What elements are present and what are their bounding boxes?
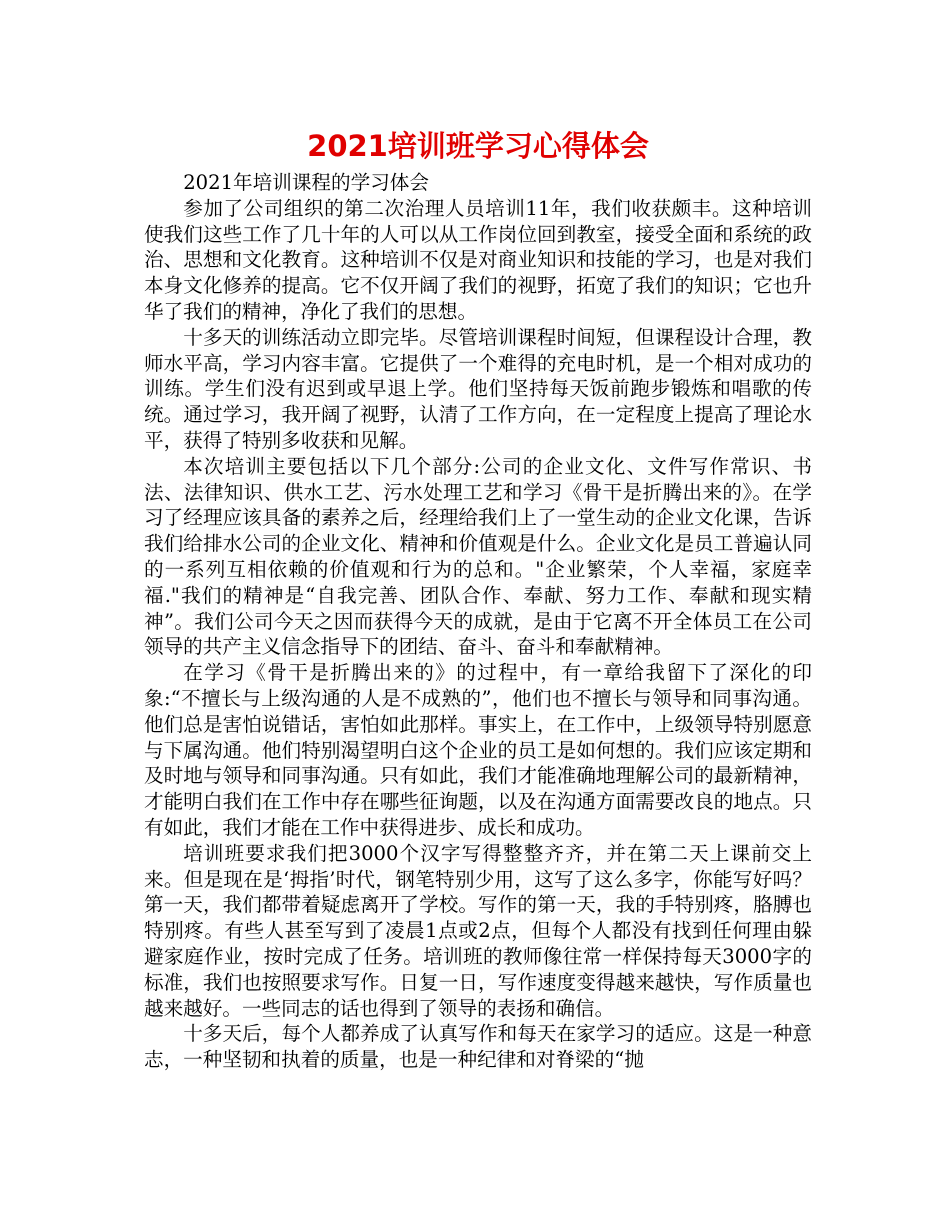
document-page xyxy=(144,126,812,1073)
document-title: 2021培训班学习心得体会 xyxy=(307,129,649,163)
body-paragraph-3: 本次培训主要包括以下几个部分:公司的企业文化、文件写作常识、书法、法律知识、供水工艺、污水处理工艺和学习《骨干是折腾出来的》。在学习了经理应该具备的素养之后，经理给我们上了一堂生动的企业文化课，告诉我们给排水公司的企业文化、精神和价值观是什么。企业文化是员工普遍认同的一系列互相依赖的价值观和行为的总和。"企业繁荣，个人幸福，家庭幸福."我们的精神是“自我完善、团队合作、奉献、努力工作、奉献和现实精神”。我们公司今天之因而获得今天的成就，是由于它离不开全体员工在公司领导的共产主义信念指导下的团结、奋斗、奋斗和奉献精神。 xyxy=(144,454,812,659)
body-paragraph-6: 十多天后，每个人都养成了认真写作和每天在家学习的适应。这是一种意志，一种坚韧和执着的质量，也是一种纪律和对脊梁的“抛 xyxy=(144,1022,812,1072)
body-paragraph-4: 在学习《骨干是折腾出来的》的过程中，有一章给我留下了深化的印象:“不擅长与上级沟通的人是不成熟的”，他们也不擅长与领导和同事沟通。他们总是害怕说错话，害怕如此那样。事实上，在工作中，上级领导特别愿意与下属沟通。他们特别渴望明白这个企业的员工是如何想的。我们应该定期和及时地与领导和同事沟通。只有如此，我们才能准确地理解公司的最新精神，才能明白我们在工作中存在哪些征询题，以及在沟通方面需要改良的地点。只有如此，我们才能在工作中获得进步、成长和成功。 xyxy=(144,661,812,839)
body-paragraph-1: 参加了公司组织的第二次治理人员培训11年，我们收获颇丰。这种培训使我们这些工作了几十年的人可以从工作岗位回到教室，接受全面和系统的政治、思想和文化教育。这种培训不仅是对商业知识和技能的学习，也是对我们本身文化修养的提高。它不仅开阔了我们的视野，拓宽了我们的知识；它也升华了我们的精神，净化了我们的思想。 xyxy=(144,196,812,323)
body-paragraph-2: 十多天的训练活动立即完毕。尽管培训课程时间短，但课程设计合理，教师水平高，学习内容丰富。它提供了一个难得的充电时机，是一个相对成功的训练。学生们没有迟到或早退上学。他们坚持每天饭前跑步锻炼和唱歌的传统。通过学习，我开阔了视野，认清了工作方向，在一定程度上提高了理论水平，获得了特别多收获和见解。 xyxy=(144,325,812,452)
subtitle-paragraph: 2021年培训课程的学习体会 xyxy=(183,171,429,194)
body-paragraph-5: 培训班要求我们把3000个汉字写得整整齐齐，并在第二天上课前交上来。但是现在是‘拇指’时代，钢笔特别少用，这写了这么多字，你能写好吗？第一天，我们都带着疑虑离开了学校。写作的第一天，我的手特别疼，胳膊也特别疼。有些人甚至写到了凌晨1点或2点，但每个人都没有找到任何理由躲避家庭作业，按时完成了任务。培训班的教师像往常一样保持每天3000字的标准，我们也按照要求写作。日复一日，写作速度变得越来越快，写作质量也越来越好。一些同志的话也得到了领导的表扬和确信。 xyxy=(144,841,812,1020)
